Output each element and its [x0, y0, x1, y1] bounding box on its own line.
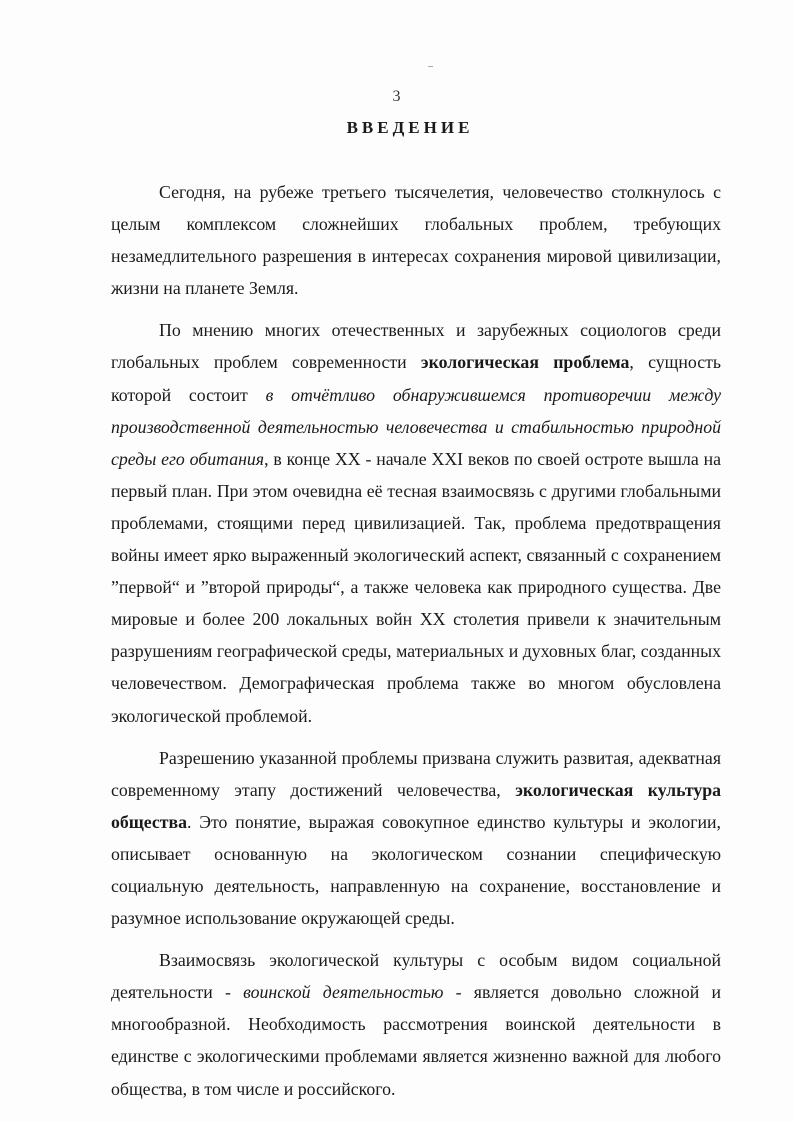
paragraph-intro [111, 176, 721, 304]
text-segment: . Это понятие, выражая совокупное единство культуры и экологии, описывает основанную на экологическом сознании специфическую социальную деятельность, направленную на сохранение, восстановление и разумное использование окружающей среды. [111, 811, 721, 929]
page-title: ВВЕДЕНИЕ [346, 118, 474, 137]
text-segment: Взаимосвязь экологической культуры с особым видом социальной деятельности - [111, 950, 721, 1003]
text-segment: , сущность которой состоит [111, 352, 721, 405]
bold-term: экологическая культура общества [111, 779, 722, 832]
text-segment: - является довольно сложной и многообразной. Необходимость рассмотрения воинской деятельности в единстве с экологическими проблемами является жизненно важной для любого общества, в том числе и российского. [111, 982, 721, 1099]
text-segment: По мнению многих отечественных и зарубежных социологов среди глобальных проблем современности [111, 320, 721, 373]
body-text [111, 176, 721, 1105]
text-segment: Сегодня, на рубеже третьего тысячелетия, человечество столкнулось с целым комплексом сложнейших глобальных проблем, требующих незамедлительного разрешения в интересах сохранения мировой цивилизации, жизни на планете Земля. [111, 182, 721, 299]
bold-term: экологическая проблема [420, 352, 630, 373]
paragraph-military-activity [111, 944, 721, 1104]
italic-definition: в отчётливо обнаружившемся противоречии между производственной деятельностью человечества и стабильностью природной среды его обитания [111, 384, 721, 469]
text-segment: , в конце XX - начале XXI веков по своей остроте вышла на первый план. При этом очевидна её тесная взаимосвязь с другими глобальными проблемами, стоящими перед цивилизацией. Так, проблема предотвращения войны имеет ярко выраженный экологический аспект, связанный с сохранением ”первой“ и ”второй природы“, а также человека как природного существа. Две мировые и более 200 локальных войн XX столетия привели к значительным разрушениям географической среды, материальных и духовных благ, созданных человечеством. Демографическая проблема также во многом обусловлена экологической проблемой. [111, 448, 722, 726]
italic-term: воинской деятельностью [243, 982, 444, 1003]
scan-speck [428, 66, 433, 67]
paragraph-ecological-problem [111, 314, 721, 731]
page-number: 3 [392, 88, 401, 105]
paragraph-ecological-culture [111, 742, 721, 935]
text-segment: Разрешению указанной проблемы призвана служить развитая, адекватная современному этапу достижений человечества, [111, 747, 721, 800]
